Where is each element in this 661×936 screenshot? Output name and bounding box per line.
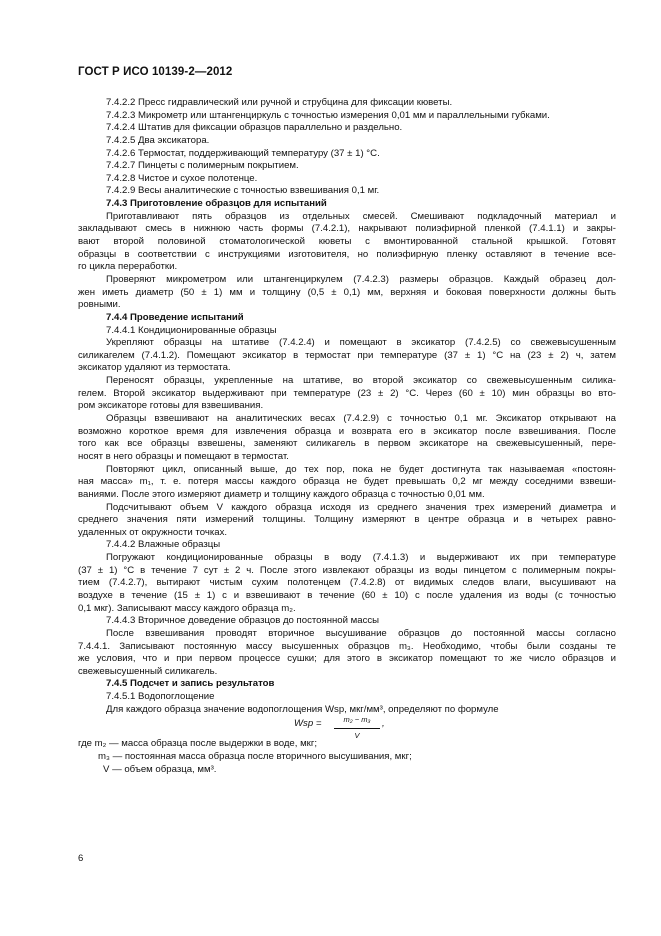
- text-line: 7.4.2.9 Весы аналитические с точностью взвешивания 0,1 мг.: [106, 185, 380, 197]
- text-line: удаленных от окружности точках.: [78, 526, 228, 538]
- formula-end: ,: [382, 718, 385, 730]
- text-line: Подсчитывают объем V каждого образца исходя из среднего значения трех измерений диаметра и: [106, 501, 616, 513]
- text-line: После взвешивания проводят вторичное высушивание образцов до постоянной массы согласно: [106, 627, 616, 639]
- variable-definition: где m₂ — масса образца после выдержки в воде, мкг;: [78, 738, 318, 750]
- text-line: ровными.: [78, 299, 121, 311]
- text-line: Переносят образцы, укрепленные на штативе, во второй эксикатор со свежевысушенным силика-: [106, 375, 616, 387]
- text-line: свежевысушенный силикагель.: [78, 665, 218, 677]
- body-text: [78, 97, 616, 776]
- section-heading: 7.4.5 Подсчет и запись результатов: [106, 678, 275, 690]
- text-line: гелем. Второй эксикатор выдерживают при температуре (23 ± 2) °С. Через (60 ± 10) мин образцы во вто-: [78, 387, 616, 399]
- text-line: (37 ± 1) °С в течение 7 сут ± 2 ч. После этого извлекают образцы из воды пинцетом с полимерным покры-: [78, 564, 616, 576]
- text-line: ром эксикаторе готовы для взвешивания.: [78, 400, 264, 412]
- text-line: силикагелем (7.4.1.2). Помещают эксикатор в термостат при температуре (37 ± 1) °С на (23 ± 2) ч, затем: [78, 349, 616, 361]
- text-line: носят в него образцы и помещают в термостат.: [78, 450, 289, 462]
- text-line: 7.4.4.2 Влажные образцы: [106, 539, 221, 551]
- text-line: Образцы взвешивают на аналитических весах (7.4.2.9) с точностью 0,1 мг. Эксикатор открывают на: [106, 413, 616, 425]
- formula-denominator: V: [354, 731, 360, 741]
- text-line: го цикла переработки.: [78, 261, 178, 273]
- page-number: 6: [78, 853, 84, 864]
- text-line: же условия, что и при первом процессе сушки; для этого в эксикатор помещают то же число образцов и: [78, 653, 616, 665]
- text-line: 7.4.5.1 Водопоглощение: [106, 691, 215, 703]
- text-line: 7.4.4.3 Вторичное доведение образцов до постоянной массы: [106, 615, 380, 627]
- variable-definition: m₃ — постоянная масса образца после вторичного высушивания, мкг;: [98, 751, 412, 763]
- formula-lhs: Wsp =: [294, 718, 322, 730]
- text-line: 7.4.4.1. Записывают постоянную массу высушенных образцов m₃. Необходимо, чтобы были созданы те: [78, 640, 616, 652]
- text-line: Проверяют микрометром или штангенциркулем (7.4.2.3) размеры образцов. Каждый образец дол-: [106, 273, 616, 285]
- text-line: 0,1 мкг). Записывают массу каждого образца m₂.: [78, 602, 296, 614]
- text-line: ная масса» m₁, т. е. потеря массы каждого образца не будет превышать 0,2 мг между соседними взвеши-: [78, 476, 616, 488]
- text-line: 7.4.2.6 Термостат, поддерживающий температуру (37 ± 1) °С.: [106, 147, 380, 159]
- standard-header: ГОСТ Р ИСО 10139-2—2012: [78, 66, 233, 78]
- text-line: жен иметь диаметр (50 ± 1) мм и толщину (0,5 ± 0,1) мм, верхняя и боковая поверхности должны быть: [78, 286, 616, 298]
- text-line: 7.4.2.7 Пинцеты с полимерным покрытием.: [106, 160, 299, 172]
- water-absorption-formula: [78, 715, 616, 741]
- text-line: Укрепляют образцы на штативе (7.4.2.4) и помещают в эксикатор (7.4.2.5) со свежевысушенным: [106, 337, 616, 349]
- text-line: среднего значения пяти измерений толщины. Толщину измеряют в центре образца и в четырех равно-: [78, 514, 616, 526]
- text-line: 7.4.2.8 Чистое и сухое полотенце.: [106, 172, 258, 184]
- text-line: тием (7.4.2.7), вытирают чистым сухим полотенцем (7.4.2.8) от видимых следов влаги, высушивают на: [78, 577, 616, 589]
- section-heading: 7.4.3 Приготовление образцов для испытаний: [106, 198, 327, 210]
- text-line: воздухе в течение (15 ± 1) с и взвешивают в течение (60 ± 10) с после удаления из воды (с точностью: [78, 589, 616, 601]
- text-line: 7.4.2.5 Два эксикатора.: [106, 134, 210, 146]
- text-line: возможно короткое время для извлечения образца и возврата его в эксикатор после взвешивания. После: [78, 425, 616, 437]
- text-line: закладывают смесь в нижнюю часть формы (7.4.2.1), накрывают полиэфирной пленкой (7.4.1.1) и закры-: [78, 223, 616, 235]
- text-line: 7.4.2.4 Штатив для фиксации образцов параллельно и раздельно.: [106, 122, 403, 134]
- section-heading: 7.4.4 Проведение испытаний: [106, 311, 244, 323]
- text-line: эксикатор удаляют из термостата.: [78, 362, 231, 374]
- text-line: ваниями. После этого измеряют диаметр и толщину каждого образца с точностью 0,01 мм.: [78, 488, 485, 500]
- text-line: Приготавливают пять образцов из отдельных смесей. Смешивают подкладочный материал и: [106, 210, 616, 222]
- text-line: Повторяют цикл, описанный выше, до тех пор, пока не будет достигнута так называемая «постоян-: [106, 463, 616, 475]
- text-line: Для каждого образца значение водопоглощения Wsp, мкг/мм³, определяют по формуле: [106, 703, 499, 715]
- text-line: того как все образцы взвешены, заменяют силикагель в первом эксикаторе на свежевысушенный, пере-: [78, 438, 616, 450]
- text-line: образцы в соответствии с инструкциями изготовителя, но полиэфирную пленку оставляют в течение все-: [78, 248, 616, 260]
- text-line: Погружают кондиционированные образцы в воду (7.4.1.3) и выдерживают их при температуре: [106, 552, 616, 564]
- variable-definition: V — объем образца, мм³.: [103, 763, 217, 775]
- text-line: 7.4.2.2 Пресс гидравлический или ручной и струбцина для фиксации кюветы.: [106, 97, 453, 108]
- formula-numerator: m₂ − m₃: [334, 714, 380, 729]
- text-line: 7.4.2.3 Микрометр или штангенциркуль с точностью измерения 0,01 мм и параллельными губками.: [106, 109, 550, 121]
- text-line: 7.4.4.1 Кондиционированные образцы: [106, 324, 277, 336]
- text-line: вают второй половиной стоматологической кюветы с вмонтированной стальной крышкой. Готовят: [78, 236, 616, 248]
